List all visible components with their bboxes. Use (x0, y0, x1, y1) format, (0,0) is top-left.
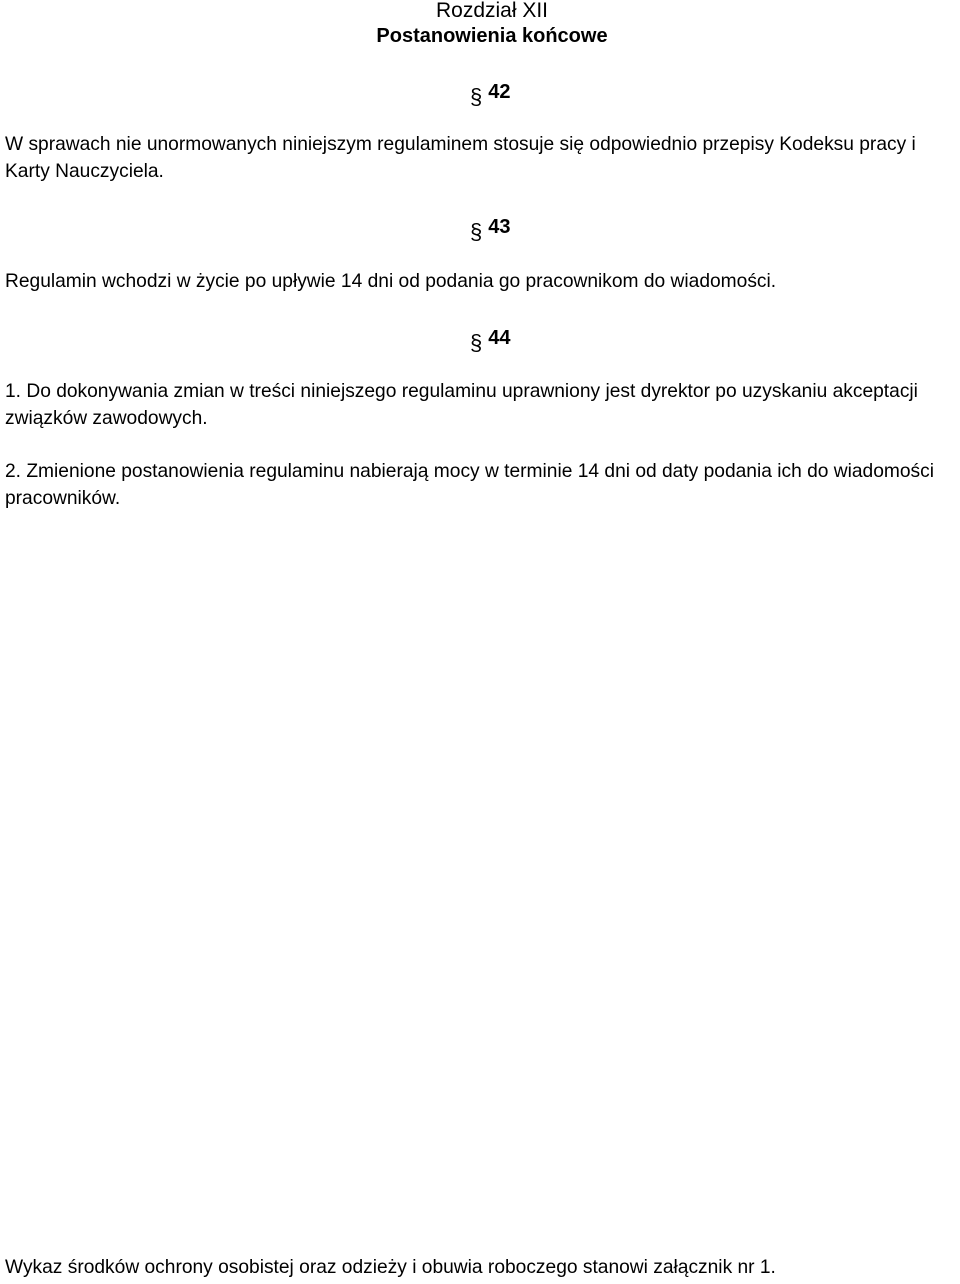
section-heading-43 (470, 213, 511, 244)
section-heading-42 (470, 78, 511, 109)
section-heading-44 (470, 324, 511, 355)
section-sign: § (470, 84, 483, 109)
footer-note: Wykaz środków ochrony osobistej oraz odzieży i obuwia roboczego stanowi załącznik nr 1. (5, 1257, 776, 1278)
section-number: 43 (488, 216, 511, 238)
section-42-paragraph: W sprawach nie unormowanych niniejszym regulaminem stosuje się odpowiednio przepisy Kodeksu pracy i Karty Nauczyciela. (5, 134, 916, 182)
chapter-title: Rozdział XII (435, 0, 549, 22)
section-43-paragraph: Regulamin wchodzi w życie po upływie 14 dni od podania go pracownikom do wiadomości. (5, 271, 777, 292)
section-number: 44 (488, 327, 511, 349)
section-44-paragraph-2: 2. Zmienione postanowienia regulaminu nabierają mocy w terminie 14 dni od daty podania ich do wiadomości pracowników. (5, 461, 934, 509)
chapter-subtitle: Postanowienia końcowe (376, 25, 608, 47)
section-sign: § (470, 330, 483, 355)
section-number: 42 (488, 81, 511, 103)
section-sign: § (470, 219, 483, 244)
section-44-paragraph-1: 1. Do dokonywania zmian w treści niniejszego regulaminu uprawniony jest dyrektor po uzyskaniu akceptacji związków zawodowych. (5, 381, 918, 429)
